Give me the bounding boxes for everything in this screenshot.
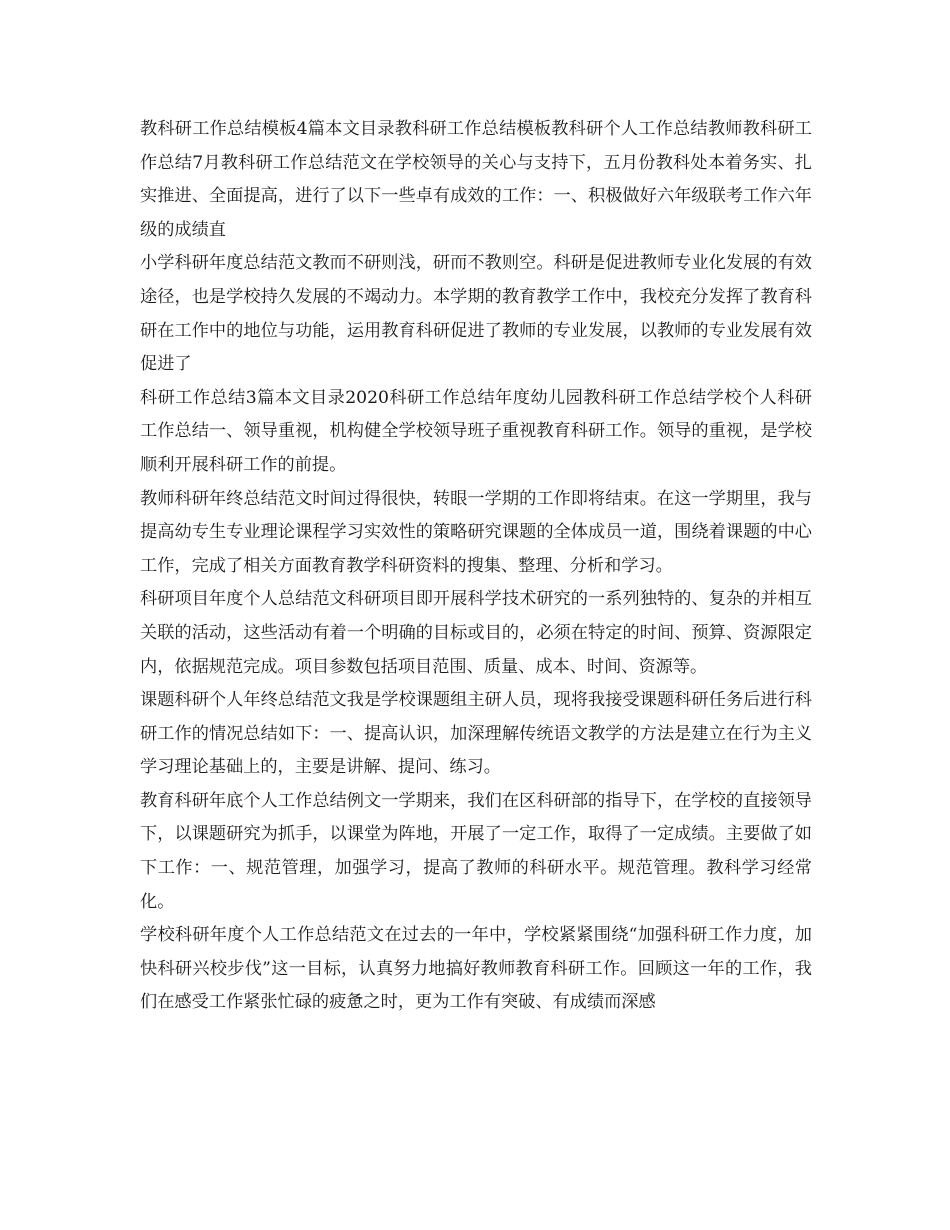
paragraph-3: 科研工作总结3篇本文目录2020科研工作总结年度幼儿园教科研工作总结学校个人科研工作总结一、领导重视，机构健全学校领导班子重视教育科研工作。领导的重视，是学校顺利开展科研工作的前提。: [140, 387, 812, 475]
paragraph-2: 小学科研年度总结范文教而不研则浅，研而不教则空。科研是促进教师专业化发展的有效途径，也是学校持久发展的不竭动力。本学期的教育教学工作中，我校充分发挥了教育科研在工作中的地位与功能，运用教育科研促进了教师的专业发展，以教师的专业发展有效促进了: [140, 253, 812, 375]
paragraph-1: 教科研工作总结模板4篇本文目录教科研工作总结模板教科研个人工作总结教师教科研工作总结7月教科研工作总结范文在学校领导的关心与支持下，五月份教科处本着务实、扎实推进、全面提高，进行了以下一些卓有成效的工作：一、积极做好六年级联考工作六年级的成绩直: [140, 119, 812, 240]
paragraph-4: 教师科研年终总结范文时间过得很快，转眼一学期的工作即将结束。在这一学期里，我与提高幼专生专业理论课程学习实效性的策略研究课题的全体成员一道，围绕着课题的中心工作，完成了相关方面教育教学科研资料的搜集、整理、分析和学习。: [140, 488, 812, 576]
paragraph-5: 科研项目年度个人总结范文科研项目即开展科学技术研究的一系列独特的、复杂的并相互关联的活动，这些活动有着一个明确的目标或目的，必须在特定的时间、预算、资源限定内，依据规范完成。项目参数包括项目范围、质量、成本、时间、资源等。: [140, 589, 812, 677]
paragraph-6: 课题科研个人年终总结范文我是学校课题组主研人员，现将我接受课题科研任务后进行科研工作的情况总结如下：一、提高认识，加深理解传统语文教学的方法是建立在行为主义学习理论基础上的，主要是讲解、提问、练习。: [140, 690, 812, 778]
paragraph-7: 教育科研年底个人工作总结例文一学期来，我们在区科研部的指导下，在学校的直接领导下，以课题研究为抓手，以课堂为阵地，开展了一定工作，取得了一定成绩。主要做了如下工作：一、规范管理，加强学习，提高了教师的科研水平。规范管理。教科学习经常化。: [140, 790, 812, 912]
paragraph-8: 学校科研年度个人工作总结范文在过去的一年中，学校紧紧围绕“加强科研工作力度，加快科研兴校步伐”这一目标，认真努力地搞好教师教育科研工作。回顾这一年的工作，我们在感受工作紧张忙碌的疲惫之时，更为工作有突破、有成绩而深感: [140, 925, 812, 1013]
document-body: [140, 113, 812, 1020]
